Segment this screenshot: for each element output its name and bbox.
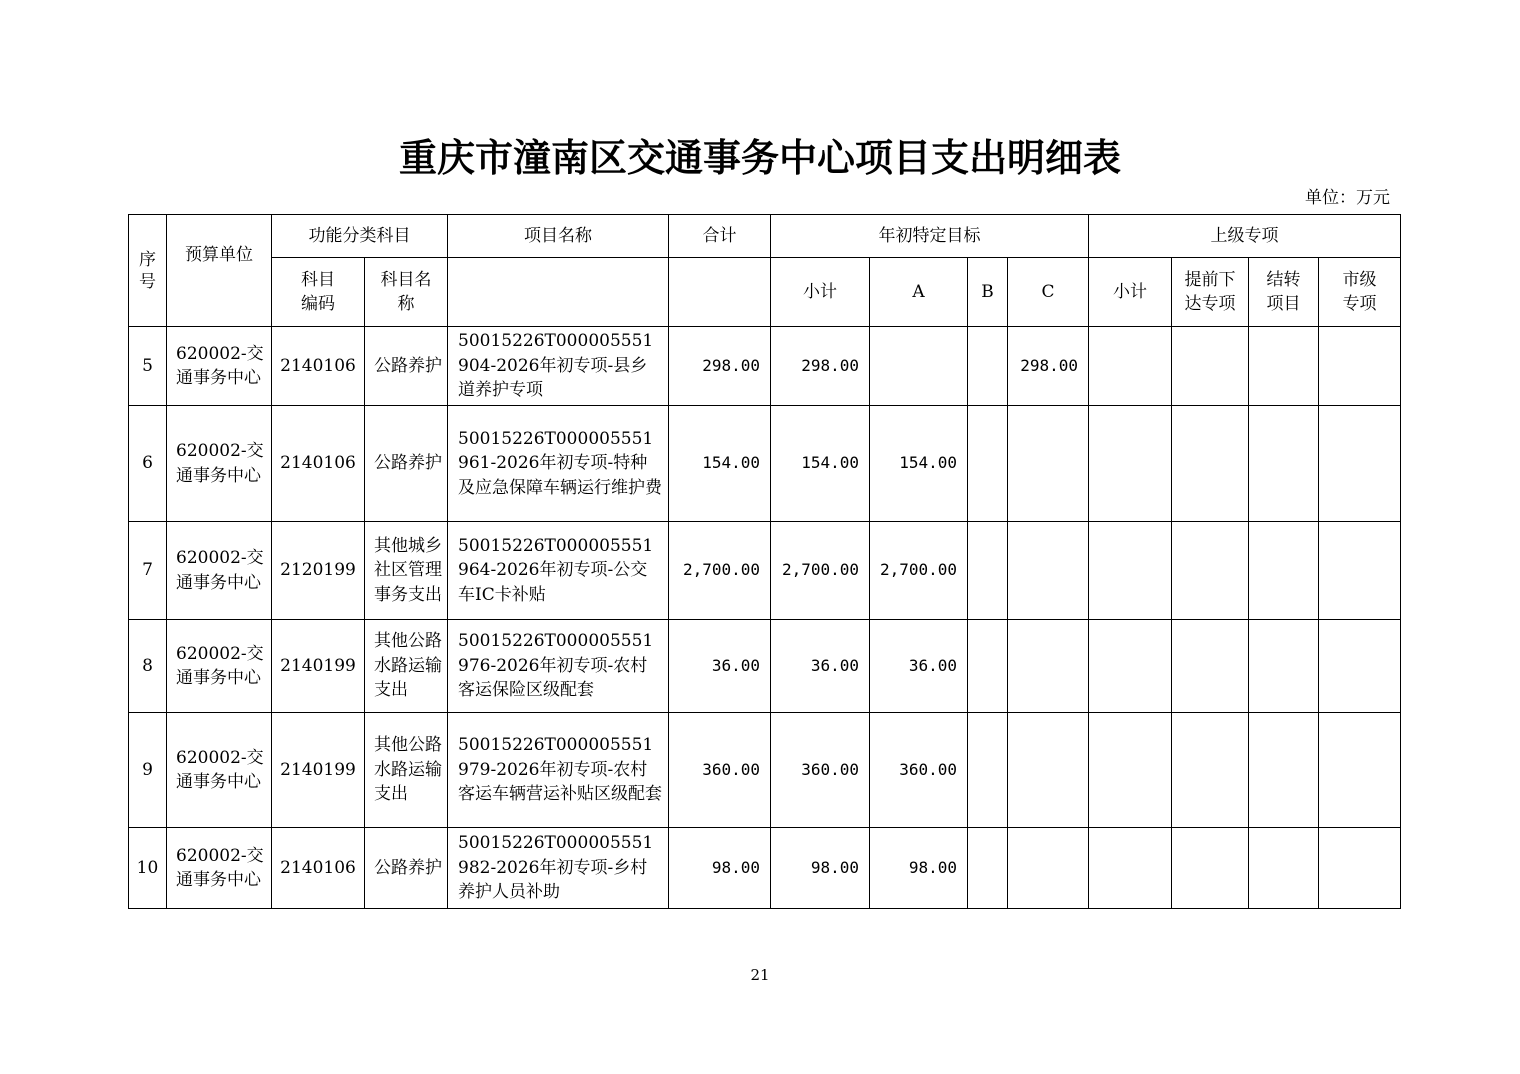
cell-code: 2120199 xyxy=(272,522,365,620)
cell-code: 2140199 xyxy=(272,713,365,828)
cell-city xyxy=(1319,327,1401,406)
cell-unit: 620002-交通事务中心 xyxy=(167,522,272,620)
cell-b xyxy=(968,522,1008,620)
cell-c xyxy=(1008,620,1089,713)
header-func-class: 功能分类科目 xyxy=(272,215,448,258)
unit-label: 单位：万元 xyxy=(1305,188,1390,208)
cell-unit: 620002-交通事务中心 xyxy=(167,327,272,406)
cell-city xyxy=(1319,406,1401,522)
cell-seq: 10 xyxy=(129,828,167,909)
header-budget-unit: 预算单位 xyxy=(167,215,272,327)
cell-c xyxy=(1008,828,1089,909)
cell-subtotal: 36.00 xyxy=(771,620,870,713)
cell-sup-subtotal xyxy=(1089,828,1172,909)
cell-sup-subtotal xyxy=(1089,406,1172,522)
header-sup-subtotal: 小计 xyxy=(1089,258,1172,327)
cell-subject: 公路养护 xyxy=(365,406,448,522)
cell-city xyxy=(1319,522,1401,620)
cell-code: 2140106 xyxy=(272,828,365,909)
cell-c xyxy=(1008,713,1089,828)
cell-advance xyxy=(1172,522,1249,620)
cell-sup-subtotal xyxy=(1089,713,1172,828)
cell-subtotal: 298.00 xyxy=(771,327,870,406)
cell-advance xyxy=(1172,713,1249,828)
cell-unit: 620002-交通事务中心 xyxy=(167,713,272,828)
cell-advance xyxy=(1172,406,1249,522)
header-b: B xyxy=(968,258,1008,327)
header-project-name-blank xyxy=(448,258,669,327)
table-row xyxy=(129,522,1401,620)
cell-c xyxy=(1008,406,1089,522)
header-project-name: 项目名称 xyxy=(448,215,669,258)
header-advance: 提前下达专项 xyxy=(1172,258,1249,327)
cell-total: 98.00 xyxy=(669,828,771,909)
header-seq: 序号 xyxy=(129,215,167,327)
cell-carry xyxy=(1249,522,1319,620)
cell-subject: 公路养护 xyxy=(365,327,448,406)
cell-b xyxy=(968,406,1008,522)
header-subject-code: 科目编码 xyxy=(272,258,365,327)
cell-a: 98.00 xyxy=(870,828,968,909)
cell-b xyxy=(968,620,1008,713)
cell-total: 2,700.00 xyxy=(669,522,771,620)
project-expenditure-table xyxy=(128,214,1401,909)
cell-seq: 9 xyxy=(129,713,167,828)
cell-seq: 5 xyxy=(129,327,167,406)
cell-seq: 8 xyxy=(129,620,167,713)
header-superior: 上级专项 xyxy=(1089,215,1401,258)
header-total: 合计 xyxy=(669,215,771,258)
header-carryover: 结转项目 xyxy=(1249,258,1319,327)
cell-a xyxy=(870,327,968,406)
cell-seq: 6 xyxy=(129,406,167,522)
header-annual-target: 年初特定目标 xyxy=(771,215,1089,258)
header-c: C xyxy=(1008,258,1089,327)
page-title: 重庆市潼南区交通事务中心项目支出明细表 xyxy=(398,135,1121,180)
cell-a: 36.00 xyxy=(870,620,968,713)
header-total-blank xyxy=(669,258,771,327)
header-city: 市级专项 xyxy=(1319,258,1401,327)
cell-sup-subtotal xyxy=(1089,327,1172,406)
cell-city xyxy=(1319,620,1401,713)
cell-project: 50015226T000005551904-2026年初专项-县乡道养护专项 xyxy=(448,327,669,406)
cell-project: 50015226T000005551976-2026年初专项-农村客运保险区级配套 xyxy=(448,620,669,713)
cell-subject: 其他公路水路运输支出 xyxy=(365,713,448,828)
header-subject-name: 科目名称 xyxy=(365,258,448,327)
table-row xyxy=(129,713,1401,828)
cell-subtotal: 2,700.00 xyxy=(771,522,870,620)
cell-total: 360.00 xyxy=(669,713,771,828)
cell-advance xyxy=(1172,327,1249,406)
cell-total: 154.00 xyxy=(669,406,771,522)
cell-carry xyxy=(1249,713,1319,828)
cell-city xyxy=(1319,713,1401,828)
cell-seq: 7 xyxy=(129,522,167,620)
header-a: A xyxy=(870,258,968,327)
cell-project: 50015226T000005551964-2026年初专项-公交车IC卡补贴 xyxy=(448,522,669,620)
cell-code: 2140199 xyxy=(272,620,365,713)
cell-subject: 其他城乡社区管理事务支出 xyxy=(365,522,448,620)
table-row xyxy=(129,327,1401,406)
cell-subtotal: 98.00 xyxy=(771,828,870,909)
cell-carry xyxy=(1249,828,1319,909)
cell-total: 298.00 xyxy=(669,327,771,406)
cell-subtotal: 360.00 xyxy=(771,713,870,828)
cell-advance xyxy=(1172,828,1249,909)
cell-c xyxy=(1008,522,1089,620)
cell-project: 50015226T000005551961-2026年初专项-特种及应急保障车辆运行维护费 xyxy=(448,406,669,522)
header-subtotal: 小计 xyxy=(771,258,870,327)
cell-code: 2140106 xyxy=(272,406,365,522)
table-row xyxy=(129,406,1401,522)
cell-advance xyxy=(1172,620,1249,713)
cell-total: 36.00 xyxy=(669,620,771,713)
cell-city xyxy=(1319,828,1401,909)
cell-sup-subtotal xyxy=(1089,620,1172,713)
cell-a: 154.00 xyxy=(870,406,968,522)
cell-subtotal: 154.00 xyxy=(771,406,870,522)
cell-code: 2140106 xyxy=(272,327,365,406)
cell-subject: 其他公路水路运输支出 xyxy=(365,620,448,713)
table-row xyxy=(129,620,1401,713)
cell-project: 50015226T000005551979-2026年初专项-农村客运车辆营运补贴区级配套 xyxy=(448,713,669,828)
cell-b xyxy=(968,713,1008,828)
cell-carry xyxy=(1249,327,1319,406)
page-number: 21 xyxy=(750,966,770,984)
cell-b xyxy=(968,327,1008,406)
cell-project: 50015226T000005551982-2026年初专项-乡村养护人员补助 xyxy=(448,828,669,909)
cell-subject: 公路养护 xyxy=(365,828,448,909)
cell-sup-subtotal xyxy=(1089,522,1172,620)
cell-unit: 620002-交通事务中心 xyxy=(167,406,272,522)
cell-a: 360.00 xyxy=(870,713,968,828)
cell-c: 298.00 xyxy=(1008,327,1089,406)
cell-unit: 620002-交通事务中心 xyxy=(167,828,272,909)
cell-carry xyxy=(1249,406,1319,522)
cell-b xyxy=(968,828,1008,909)
cell-unit: 620002-交通事务中心 xyxy=(167,620,272,713)
cell-carry xyxy=(1249,620,1319,713)
cell-a: 2,700.00 xyxy=(870,522,968,620)
table-row xyxy=(129,828,1401,909)
